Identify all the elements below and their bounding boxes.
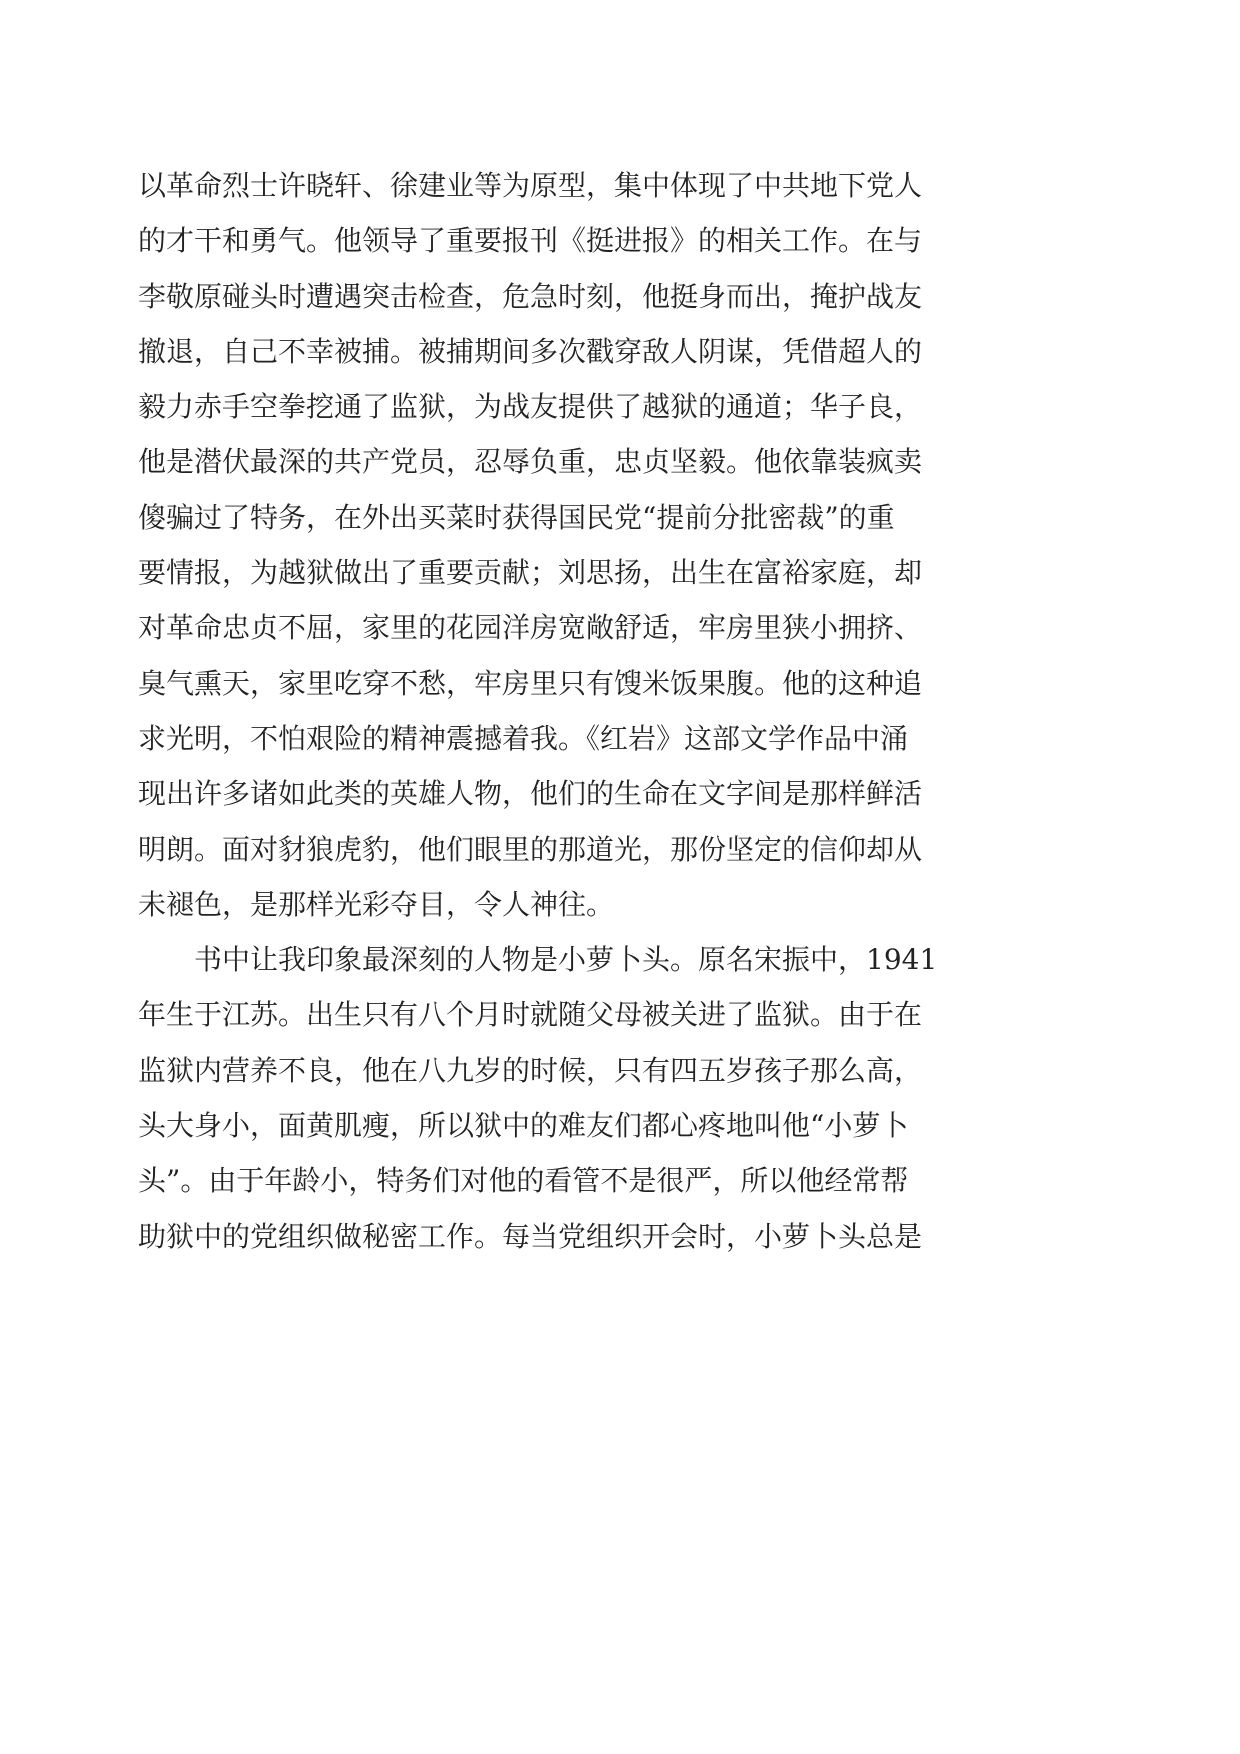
text-line: 撤退，自己不幸被捕。被捕期间多次戳穿敌人阴谋，凭借超人的	[138, 334, 923, 368]
text-line: 现出许多诸如此类的英雄人物，他们的生命在文字间是那样鲜活	[138, 777, 923, 811]
text-line: 求光明，不怕艰险的精神震撼着我。《红岩》这部文学作品中涌	[138, 721, 909, 755]
text-line: 明朗。面对豺狼虎豹，他们眼里的那道光，那份坚定的信仰却从	[138, 832, 923, 866]
text-line: 他是潜伏最深的共产党员，忍辱负重，忠贞坚毅。他依靠装疯卖	[138, 445, 923, 479]
text-line: 监狱内营养不良，他在八九岁的时候，只有四五岁孩子那么高，	[138, 1053, 923, 1087]
text-line: 以革命烈士许晓轩、徐建业等为原型，集中体现了中共地下党人	[138, 169, 923, 202]
text-line: 傻骗过了特务，在外出买菜时获得国民党“提前分批密裁”的重	[138, 500, 895, 534]
text-line: 头大身小，面黄肌瘦，所以狱中的难友们都心疼地叫他“小萝卜	[138, 1109, 909, 1143]
text-line: 李敬原碰头时遭遇突击检查，危急时刻，他挺身而出，掩护战友	[138, 279, 923, 313]
text-line: 对革命忠贞不屈，家里的花园洋房宽敞舒适，牢房里狭小拥挤、	[138, 611, 923, 645]
document-body	[138, 158, 950, 1264]
text-line: 未褪色，是那样光彩夺目，令人神往。	[138, 887, 615, 921]
text-line: 要情报，为越狱做出了重要贡献；刘思扬，出生在富裕家庭，却	[138, 556, 923, 590]
text-line: 臭气熏天，家里吃穿不愁，牢房里只有馊米饭果腹。他的这种追	[138, 666, 923, 700]
text-line: 书中让我印象最深刻的人物是小萝卜头。原名宋振中，1941	[138, 943, 938, 977]
text-line: 年生于江苏。出生只有八个月时就随父母被关进了监狱。由于在	[138, 998, 923, 1032]
text-line: 头”。由于年龄小，特务们对他的看管不是很严，所以他经常帮	[138, 1164, 909, 1198]
text-line: 毅力赤手空拳挖通了监狱，为战友提供了越狱的通道；华子良，	[138, 390, 923, 424]
text-line: 助狱中的党组织做秘密工作。每当党组织开会时，小萝卜头总是	[138, 1219, 923, 1253]
text-line: 的才干和勇气。他领导了重要报刊《挺进报》的相关工作。在与	[138, 224, 923, 258]
